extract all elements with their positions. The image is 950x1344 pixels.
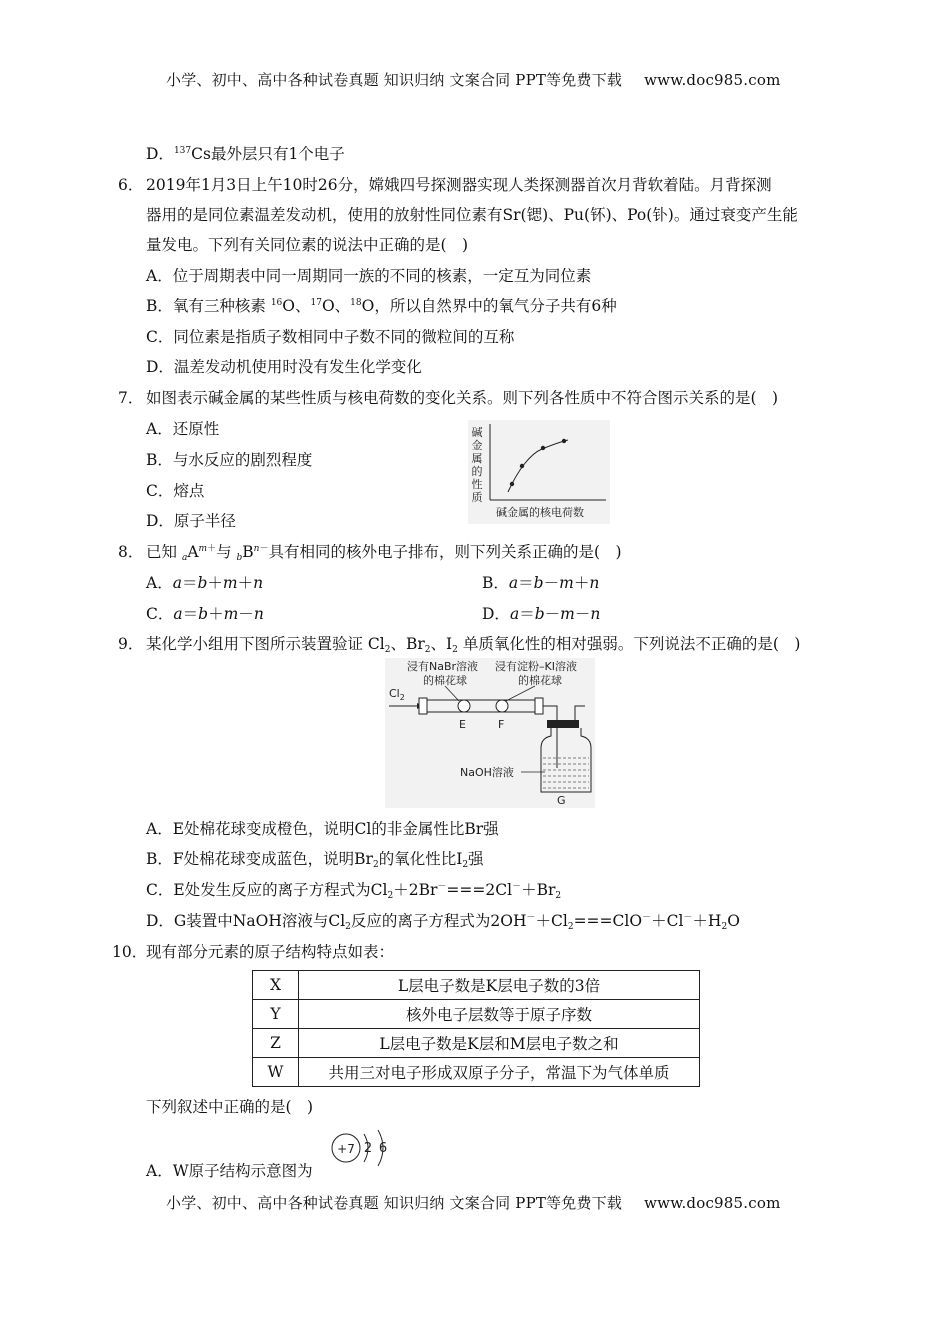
q6b-m17: 17 [310,298,322,308]
q9-label-naoh: NaOH溶液 [460,766,514,779]
q7-point-1 [510,482,514,486]
q9-label-nabr-2: 的棉花球 [423,674,467,687]
q6b-m18: 18 [350,298,362,308]
q9-label-cl2: $Cl_2$ [389,687,405,702]
q9-diagram-bg [385,658,595,808]
q9-right-stopper [535,698,543,714]
q8-number: 8． [118,543,144,561]
q9-cotton-e [458,700,470,712]
q9-option-d: D．G装置中NaOH溶液与$Cl_2$反应的离子方程式为$2OH^-+Cl_2===ClO^-+Cl^-+H_2O$ [146,912,740,932]
q5d-prefix: D． [146,145,174,163]
q9-stem: 某化学小组用下图所示装置验证 $Cl_2$、$Br_2$、$I_2$ 单质氧化性的相对强弱。下列说法不正确的是( ) [146,635,801,655]
q7-ylabel-1: 金 [471,439,483,452]
q8-b: b [236,553,243,563]
table-row: Z L层电子数是K层和M层电子数之和 [253,1029,700,1058]
q8-option-c: C．a＝b＋m－n [146,605,264,623]
q6-line-3: 量发电。下列有关同位素的说法中正确的是( ) [146,236,469,254]
q8-s1: 已知 [146,543,182,561]
q7-option-d: D．原子半径 [146,512,236,530]
q10-option-a: A．W原子结构示意图为 [146,1162,313,1180]
q6-line-1: 2019年1月3日上午10时26分，嫦娥四号探测器实现人类探测器首次月背软着陆。月背探测 [146,176,772,194]
q9-label-g: G [557,794,566,807]
q8-s3: 具有相同的核外电子排布，则下列关系正确的是( ) [268,543,622,561]
header-text: 小学、初中、高中各种试卷真题 知识归纳 文案合同 PPT等免费下载 [166,71,623,89]
q6b-post: O，所以自然界中的氧气分子共有6种 [361,297,617,315]
q10-ask: 下列叙述中正确的是( ) [146,1098,314,1116]
q8-stem [146,542,622,562]
q9-label-f: F [498,718,505,731]
q7-ylabel-5: 质 [471,491,483,504]
q6-option-b [146,296,617,316]
q6b-o1: O、 [282,297,311,315]
q7-ylabel-3: 的 [471,465,483,478]
q10-number: 10． [112,943,148,961]
q9-option-b: B．F处棉花球变成蓝色，说明$Br_2$的氧化性比$I_2$强 [146,850,484,870]
q6b-o2: O、 [321,297,351,315]
q8-option-d: D．a＝b－m－n [482,605,601,623]
table-row: W 共用三对电子形成双原子分子，常温下为气体单质 [253,1058,700,1087]
q5-option-d [146,144,345,164]
q9-apparatus-diagram [385,658,595,808]
q8-s2: 与 [216,543,237,561]
q8-option-a: A．a＝b＋m＋n [146,574,264,592]
q9-cotton-f [496,700,508,712]
shell-2-electrons: 6 [378,1141,388,1156]
q9-label-nabr-1: 浸有NaBr溶液 [407,660,479,673]
q7-property-graph [468,420,610,524]
w-atom-structure-diagram [326,1128,396,1170]
q7-option-c: C．熔点 [146,482,205,500]
q9-option-c: C．E处发生反应的离子方程式为$Cl_2+2Br^-===2Cl^-+Br_2$ [146,881,562,901]
footer-text: 小学、初中、高中各种试卷真题 知识归纳 文案合同 PPT等免费下载 [166,1194,623,1212]
q7-ylabel-2: 属 [471,452,483,465]
q6-line-2: 器用的是同位素温差发动机，使用的放射性同位素有Sr(锶)、Pu(钚)、Po(钋)。通过衰变产生能 [146,206,798,224]
q7-ylabel-4: 性 [471,478,483,491]
q7-point-4 [562,439,566,443]
q7-number: 7． [118,389,144,407]
q10-element-table [252,970,700,1087]
q7-point-2 [520,464,524,468]
q7-ylabel-0: 碱 [471,426,483,439]
q9-option-a: A．E处棉花球变成橙色，说明Cl的非金属性比Br强 [146,820,499,838]
q6-option-c: C．同位素是指质子数相同中子数不同的微粒间的互称 [146,328,515,346]
q8-a: a [181,553,188,563]
q9-number: 9． [118,635,144,653]
q8-plus: ＋ [207,544,217,554]
q8-ion-a: A [187,543,199,561]
nucleus-charge: +7 [337,1142,355,1156]
q6b-m16: 16 [270,298,283,308]
table-row: Y 核外电子层数等于原子序数 [253,1000,700,1029]
q8-m: m [198,544,208,554]
q6b-pre: B．氧有三种核素 [146,297,271,315]
q9-label-e: E [459,718,466,731]
q6-number: 6． [118,176,144,194]
q7-option-a: A．还原性 [146,420,220,438]
header-url: www.doc985.com [644,71,781,89]
q9-label-ki-2: 的棉花球 [518,674,562,687]
q7-stem: 如图表示碱金属的某些性质与核电荷数的变化关系。则下列各性质中不符合图示关系的是( ) [146,389,779,407]
q6-option-a: A．位于周期表中同一周期同一族的不同的核素，一定互为同位素 [146,267,592,285]
q7-xlabel: 碱金属的核电荷数 [496,506,584,519]
q7-option-b: B．与水反应的剧烈程度 [146,451,313,469]
q10-stem: 现有部分元素的原子结构特点如表： [146,943,395,961]
footer-url: www.doc985.com [644,1194,781,1212]
q8-n: n [253,544,260,554]
q6-option-d: D．温差发动机使用时没有发生化学变化 [146,358,422,376]
q9-left-stopper [419,698,427,714]
shell-1-electrons: 2 [363,1141,373,1156]
page-footer [166,1192,781,1213]
q8-minus: － [259,544,269,554]
table-row: X L层电子数是K层电子数的3倍 [253,971,700,1000]
q8-option-b: B．a＝b－m＋n [482,574,600,592]
q5d-text: Cs最外层只有1个电子 [191,145,345,163]
q9-label-ki-1: 浸有淀粉–KI溶液 [495,660,577,673]
q7-point-3 [541,446,545,450]
page-header [166,69,781,90]
q9-bottle-stopper [547,720,579,728]
q5d-mass: 137 [173,146,192,156]
q8-ion-b: B [242,543,254,561]
